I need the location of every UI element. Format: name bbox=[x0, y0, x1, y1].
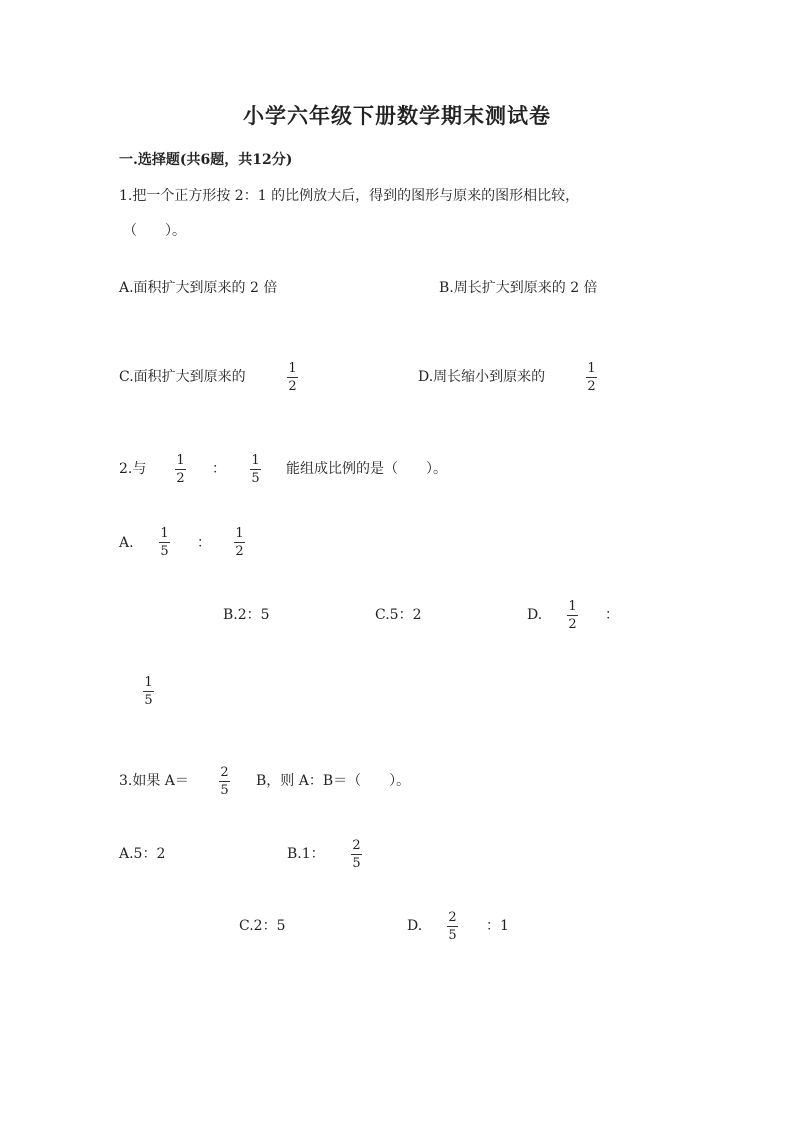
ratio-colon: ： bbox=[197, 535, 211, 551]
fraction-denominator: 2 bbox=[176, 471, 185, 486]
q1-option-c[interactable]: C.面积扩大到原来的 bbox=[119, 369, 246, 385]
fraction-denominator: 5 bbox=[448, 928, 457, 943]
q2-option-c[interactable]: C.5：2 bbox=[375, 607, 422, 623]
fraction-numerator: 2 bbox=[352, 838, 361, 853]
fraction-numerator: 1 bbox=[235, 526, 244, 541]
q3-option-d[interactable]: D. bbox=[407, 918, 423, 934]
question-2-prefix: 2.与 bbox=[119, 461, 147, 477]
fraction-numerator: 2 bbox=[448, 910, 457, 925]
question-2-fraction-2 bbox=[250, 454, 261, 486]
fraction-numerator: 1 bbox=[176, 453, 185, 468]
q3-option-d-suffix: ：1 bbox=[486, 918, 509, 934]
q3-option-d-fraction bbox=[447, 911, 458, 943]
fraction-denominator: 5 bbox=[160, 544, 169, 559]
q1-option-d-fraction bbox=[586, 362, 597, 394]
ratio-colon: ： bbox=[605, 607, 619, 623]
fraction-denominator: 2 bbox=[587, 379, 596, 394]
q1-option-a[interactable]: A.面积扩大到原来的 2 倍 bbox=[119, 280, 278, 296]
q2-option-d-fraction-1 bbox=[567, 600, 578, 632]
fraction-numerator: 1 bbox=[144, 675, 153, 690]
q1-option-b[interactable]: B.周长扩大到原来的 2 倍 bbox=[439, 280, 598, 296]
question-3-fraction bbox=[219, 766, 230, 798]
fraction-numerator: 2 bbox=[220, 765, 229, 780]
question-3-prefix: 3.如果 A＝ bbox=[119, 773, 189, 789]
fraction-denominator: 5 bbox=[352, 856, 361, 871]
q2-option-a-fraction-2 bbox=[234, 527, 245, 559]
section-heading: 一.选择题(共6题，共12分) bbox=[119, 152, 293, 168]
q1-option-c-fraction bbox=[287, 362, 298, 394]
fraction-numerator: 1 bbox=[288, 361, 297, 376]
q3-option-b-fraction bbox=[351, 839, 362, 871]
fraction-numerator: 1 bbox=[587, 361, 596, 376]
q2-option-a[interactable]: A. bbox=[119, 535, 134, 551]
q1-option-d[interactable]: D.周长缩小到原来的 bbox=[418, 369, 546, 385]
ratio-colon: ： bbox=[212, 461, 226, 477]
question-1-stem: 1.把一个正方形按 2：1 的比例放大后，得到的图形与原来的图形相比较， bbox=[119, 188, 580, 204]
question-1-blank: （ ）。 bbox=[123, 223, 186, 239]
question-2-suffix: 能组成比例的是（ ）。 bbox=[286, 461, 447, 477]
q3-option-c[interactable]: C.2：5 bbox=[239, 918, 286, 934]
page-title: 小学六年级下册数学期末测试卷 bbox=[243, 103, 551, 128]
question-2-fraction-1 bbox=[175, 454, 186, 486]
fraction-numerator: 1 bbox=[568, 599, 577, 614]
q3-option-b[interactable]: B.1： bbox=[287, 846, 325, 862]
fraction-denominator: 2 bbox=[288, 379, 297, 394]
q2-option-d[interactable]: D. bbox=[527, 607, 543, 623]
fraction-denominator: 2 bbox=[235, 544, 244, 559]
fraction-numerator: 1 bbox=[251, 453, 260, 468]
fraction-numerator: 1 bbox=[160, 526, 169, 541]
question-3-suffix: B，则 A：B＝（ ）。 bbox=[256, 773, 411, 789]
fraction-denominator: 5 bbox=[220, 783, 229, 798]
fraction-denominator: 5 bbox=[251, 471, 260, 486]
fraction-denominator: 5 bbox=[144, 693, 153, 708]
q3-option-a[interactable]: A.5：2 bbox=[119, 846, 166, 862]
q2-option-a-fraction-1 bbox=[159, 527, 170, 559]
q2-option-b[interactable]: B.2：5 bbox=[223, 607, 270, 623]
q2-option-d-fraction-2 bbox=[143, 676, 154, 708]
fraction-denominator: 2 bbox=[568, 617, 577, 632]
